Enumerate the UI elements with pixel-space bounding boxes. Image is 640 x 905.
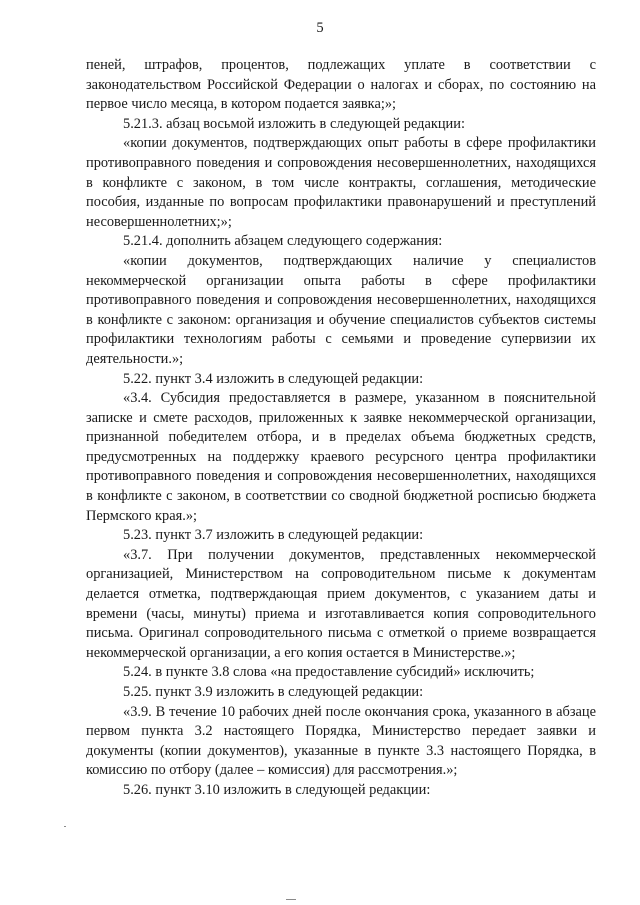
paragraph: 5.21.4. дополнить абзацем следующего содержания: (123, 233, 443, 250)
scan-artifact (64, 826, 66, 827)
paragraph: «3.7. При получении документов, представленных некоммерческой организацией, Министерством на сопроводительном письме к документам делается отметка, подтверждающая прием документов, с указанием даты и времени (часы, минуты) приема и изготавливается копия сопроводительного письма. Оригинал сопроводительного письма с отметкой о приеме возвращается некоммерческой организации, а его копия остается в Министерстве.»; (86, 546, 596, 661)
paragraph: 5.21.3. абзац восьмой изложить в следующей редакции: (123, 115, 465, 132)
paragraph: «копии документов, подтверждающих наличие у специалистов некоммерческой организации опыта работы в сфере профилактики противоправного поведения и сопровождения несовершеннолетних, находящихся в конфликте с законом: организация и обучение специалистов субъектов системы профилактики технологиям работы с семьями и проведение супервизии их деятельности.»; (86, 252, 596, 367)
paragraph: 5.25. пункт 3.9 изложить в следующей редакции: (123, 684, 424, 700)
paragraph: «копии документов, подтверждающих опыт работы в сфере профилактики противоправного поведения и сопровождения несовершеннолетних, находящихся в конфликте с законом, в том числе контракты, соглашения, методические пособия, изданные по вопросам профилактики правонарушений и преступлений несовершеннолетних;»; (86, 135, 596, 230)
paragraph: 5.26. пункт 3.10 изложить в следующей редакции: (123, 781, 431, 798)
paragraph: «3.4. Субсидия предоставляется в размере, указанном в пояснительной записке и смете расходов, приложенных к заявке некоммерческой организации, признанной победителем отбора, и в пределах объема бюджетных средств, предусмотренных на поддержку краевого ресурсного центра профилактики противоправного поведения и сопровождения несовершеннолетних, находящихся в конфликте с законом, в соответствии со сводной бюджетной росписью бюджета Пермского края.»; (86, 390, 596, 524)
paragraph: «3.9. В течение 10 рабочих дней после окончания срока, указанного в абзаце первом пункта 3.2 настоящего Порядка, Министерство передает заявки и документы (копии документов), указанные в пункте 3.3 настоящего Порядка, в комиссию по отбору (далее – комиссия) для рассмотрения.»; (86, 703, 596, 779)
paragraph: пеней, штрафов, процентов, подлежащих уплате в соответствии с законодательством Российской Федерации о налогах и сборах, по состоянию на первое число месяца, в котором подается заявка;»; (86, 57, 596, 113)
paragraph: 5.24. в пункте 3.8 слова «на предоставление субсидий» исключить; (123, 664, 535, 681)
page-number: 5 (316, 20, 324, 36)
paragraph: 5.23. пункт 3.7 изложить в следующей редакции: (123, 527, 424, 544)
paragraph: 5.22. пункт 3.4 изложить в следующей редакции: (123, 370, 424, 387)
scan-artifact (286, 899, 296, 900)
document-body (86, 56, 596, 801)
